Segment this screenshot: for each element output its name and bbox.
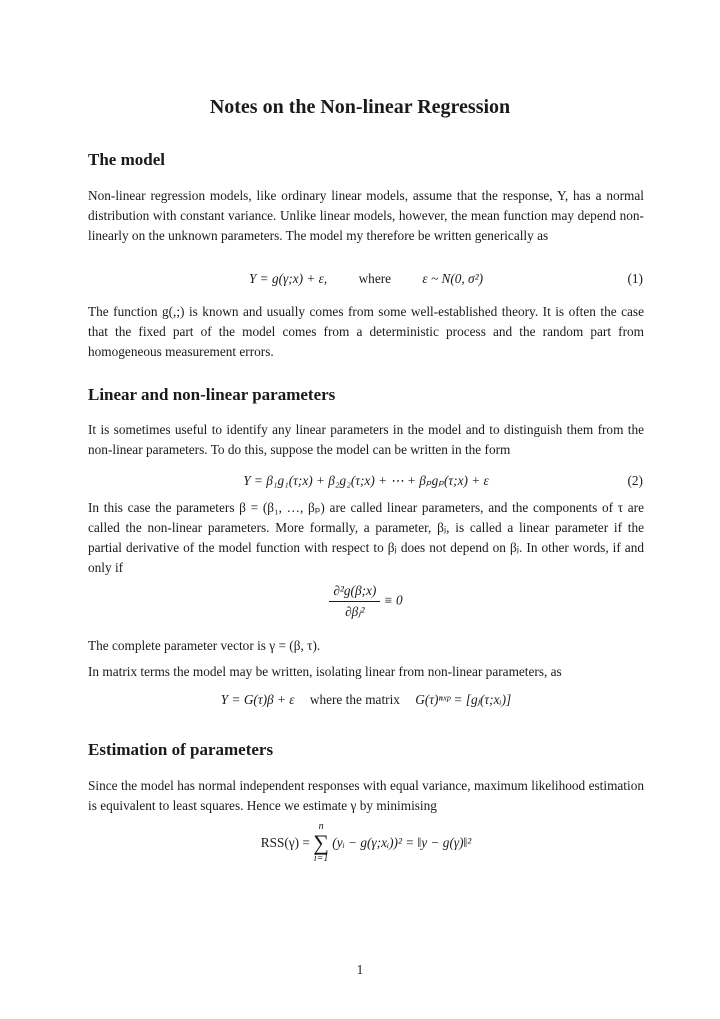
equation-5 xyxy=(88,822,644,864)
equation-2-body: Y = β₁g₁(τ;x) + β₂g₂(τ;x) + ⋯ + βₚgₚ(τ;x) + ε xyxy=(243,473,489,488)
equation-2 xyxy=(88,473,644,489)
equation-1-number: (1) xyxy=(627,271,643,286)
equation-5-lhs: RSS(γ) = xyxy=(260,835,310,850)
page-number: 1 xyxy=(356,962,364,977)
summation-symbol xyxy=(313,822,329,864)
equation-3-fraction xyxy=(329,583,380,620)
equation-2-number: (2) xyxy=(627,473,643,488)
section-heading-estimation: Estimation of parameters xyxy=(88,740,274,759)
linear-paragraph-2: In this case the parameters β = (β₁, …, βₚ) are called linear parameters, and the components of τ are called the non-linear parameters. More formally, a parameter, βⱼ, is called a linear parameter if the partial derivative of the model function with respect to βⱼ does not depend on βⱼ. In other words, if and only if xyxy=(88,500,644,575)
equation-4-rhs: G(τ)ⁿˣᵖ = [gⱼ(τ;xᵢ)] xyxy=(415,692,512,707)
equation-5-rhs: (yᵢ − g(γ;xᵢ))² = ‖y − g(γ)‖² xyxy=(332,835,472,850)
summation-lower-limit: i=1 xyxy=(313,853,329,864)
equation-1-rhs: ε ~ N(0, σ²) xyxy=(422,271,484,286)
equation-3-rhs: ≡ 0 xyxy=(383,592,403,608)
estimation-paragraph-1: Since the model has normal independent responses with equal variance, maximum likelihood estimation is equivalent to least squares. Hence we estimate γ by minimising xyxy=(88,778,644,813)
summation-sigma: ∑ xyxy=(313,830,329,855)
equation-4-lhs: Y = G(τ)β + ε xyxy=(220,692,295,707)
summation-upper-limit: n xyxy=(318,821,324,832)
equation-3 xyxy=(88,583,644,620)
equation-3-numerator: ∂²g(β;x) xyxy=(329,583,380,602)
section-heading-linear: Linear and non-linear parameters xyxy=(88,385,336,404)
section-heading-model: The model xyxy=(88,150,165,169)
linear-paragraph-1: It is sometimes useful to identify any linear parameters in the model and to distinguish them from the non-linear parameters. To do this, suppose the model can be written in the form xyxy=(88,422,644,457)
equation-3-denominator: ∂βⱼ² xyxy=(345,604,365,619)
linear-paragraph-3: The complete parameter vector is γ = (β, τ). xyxy=(88,638,321,653)
equation-4 xyxy=(88,692,644,708)
equation-1 xyxy=(88,271,644,287)
document-title: Notes on the Non-linear Regression xyxy=(209,96,511,118)
model-paragraph-2: The function g(,;) is known and usually comes from some well-established theory. It is often the case that the fixed part of the model comes from a deterministic process and the random part from homogeneous measurement errors. xyxy=(88,304,644,359)
equation-4-where: where the matrix xyxy=(309,692,400,707)
linear-paragraph-4: In matrix terms the model may be written, isolating linear from non-linear parameters, as xyxy=(88,664,562,679)
equation-1-where: where xyxy=(358,271,392,286)
model-paragraph-1: Non-linear regression models, like ordinary linear models, assume that the response, Y, has a normal distribution with constant variance. Unlike linear models, however, the mean function may depend non-linearly on the unknown parameters. The model my therefore be written generically as xyxy=(88,188,644,243)
equation-1-lhs: Y = g(γ;x) + ε, xyxy=(248,271,328,286)
